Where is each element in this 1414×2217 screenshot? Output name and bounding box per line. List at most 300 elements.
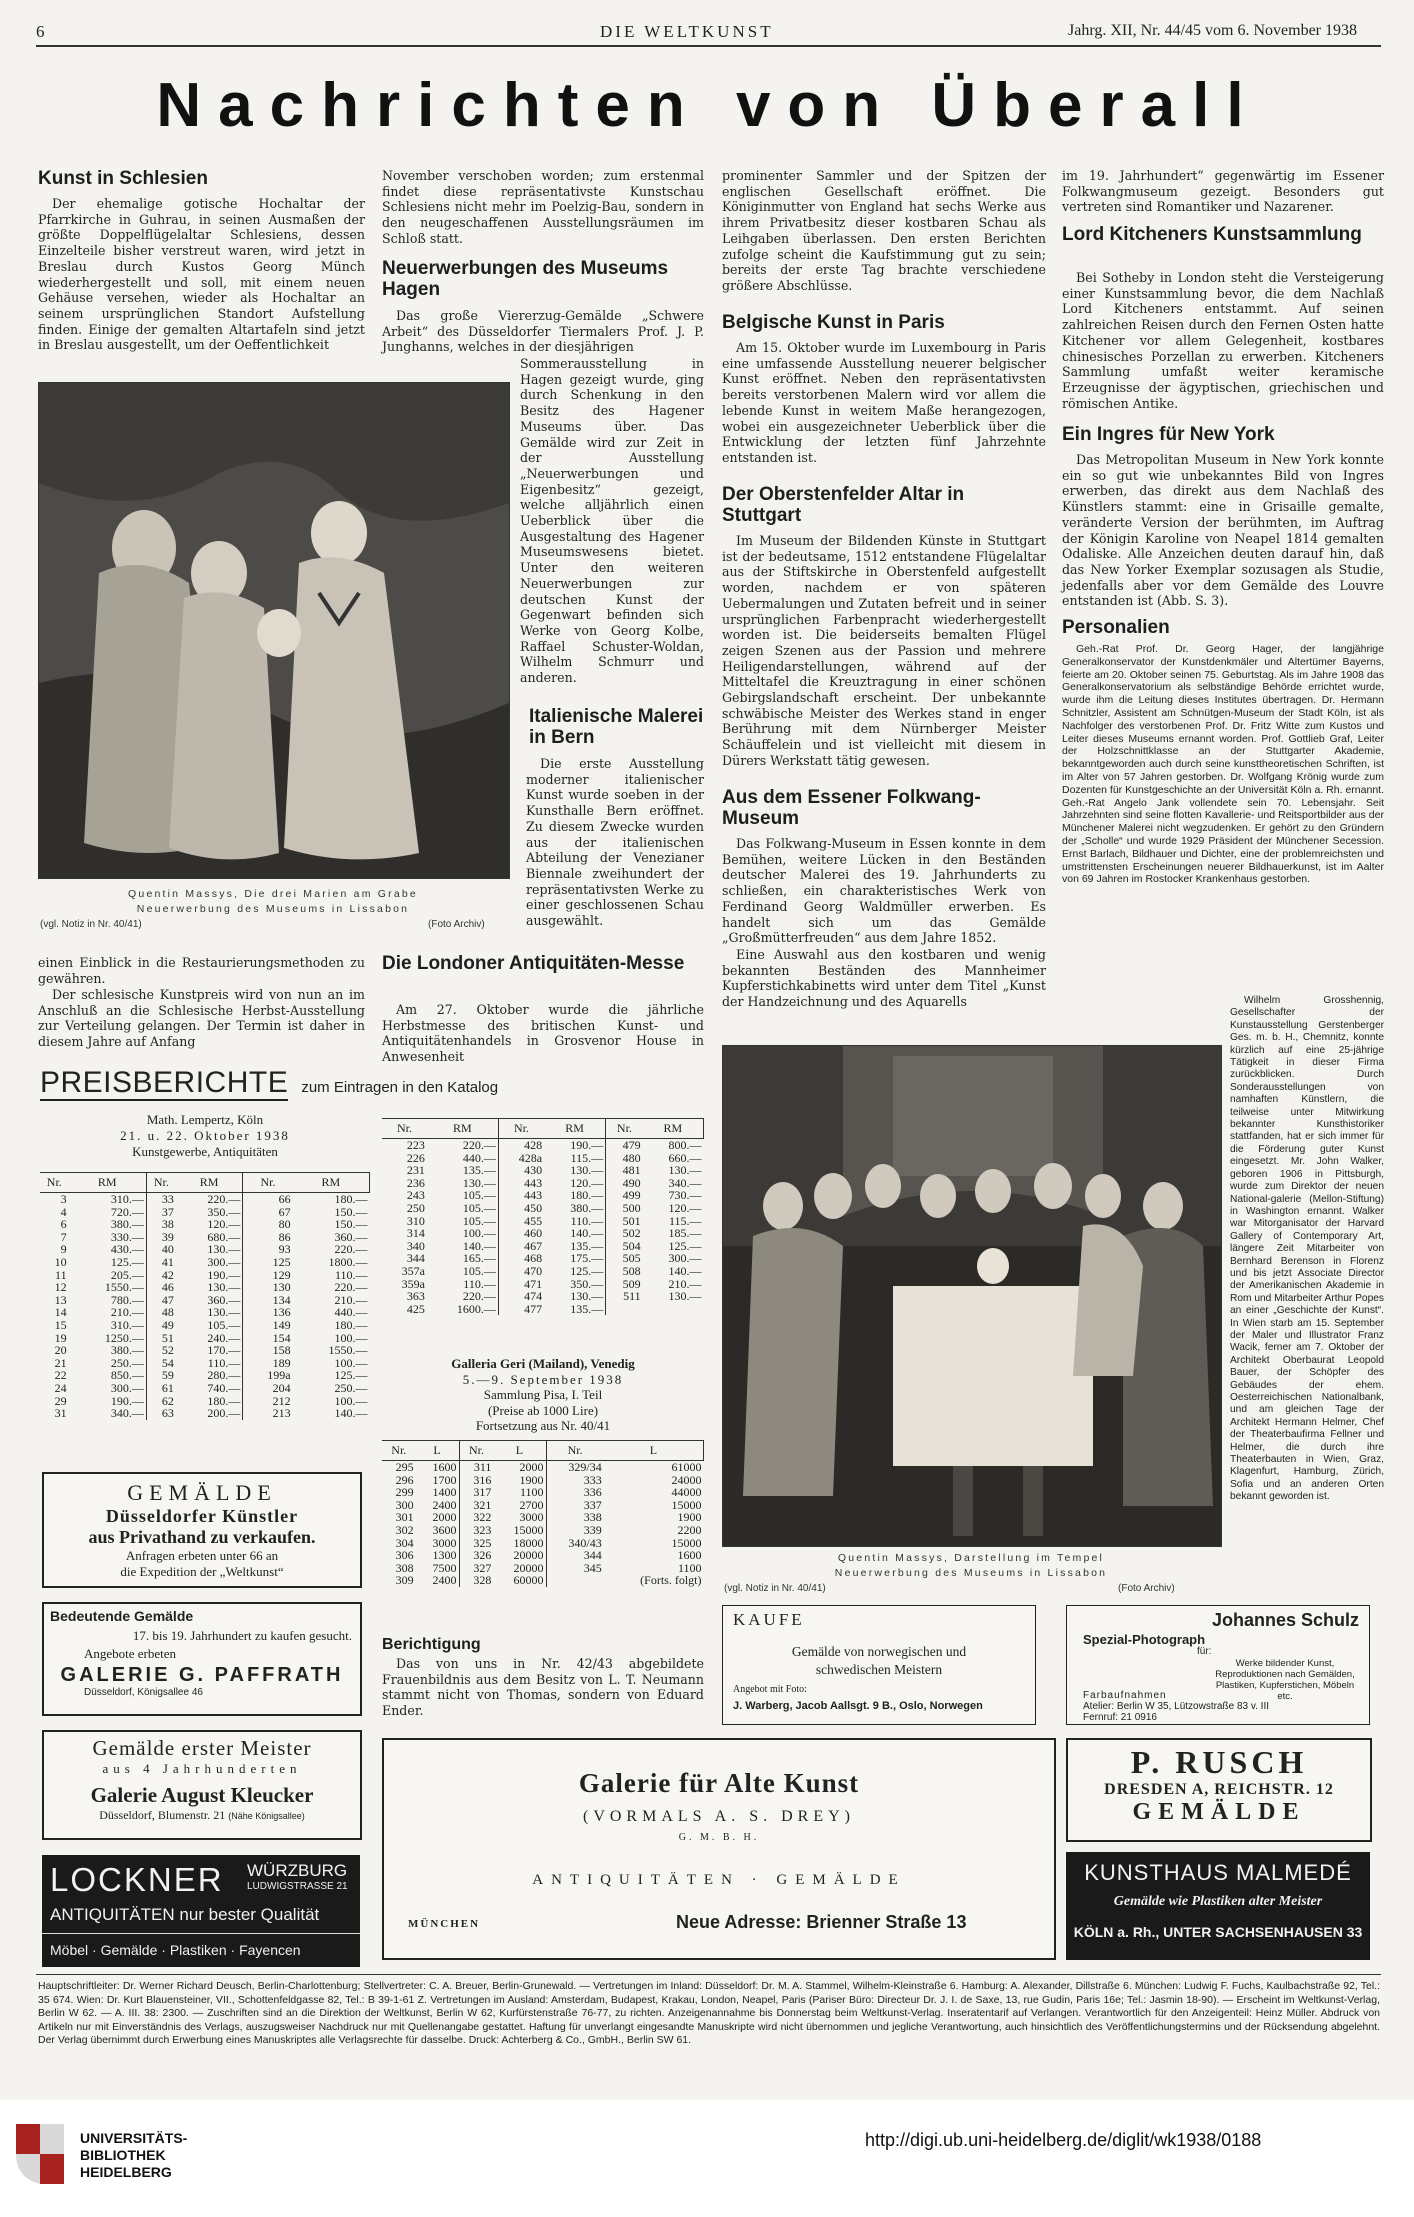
table-cell: 47: [161, 1292, 174, 1307]
table-cell: 59: [161, 1368, 174, 1383]
table-cell: 180.—: [334, 1192, 368, 1206]
preisberichte-header: [40, 1066, 498, 1100]
table-cell: 6: [60, 1217, 67, 1232]
table-cell: 1400: [416, 1486, 459, 1499]
table-row: [382, 1227, 704, 1240]
table-cell: 2000: [416, 1511, 459, 1524]
ad-kleucker-name: Galerie August Kleucker: [90, 1783, 314, 1807]
table-cell: 140.—: [334, 1406, 368, 1421]
table-cell: 474: [524, 1289, 543, 1304]
table-cell: 250.—: [334, 1380, 368, 1395]
table-row: [40, 1395, 370, 1408]
table-row: [40, 1269, 370, 1282]
table-cell: 200.—: [176, 1407, 243, 1420]
table-cell: 24000: [671, 1472, 702, 1487]
ad-schulz-line5: Atelier: Berlin W 35, Lützowstraße 83 v. III: [1083, 1701, 1269, 1712]
table-row: [40, 1344, 370, 1357]
table-cell: 509: [622, 1276, 641, 1291]
table-cell: 1900: [493, 1474, 546, 1487]
source-url-link[interactable]: http://digi.ub.uni-heidelberg.de/diglit/wk1938/0188: [865, 2130, 1262, 2150]
table-cell: 1300: [416, 1549, 459, 1562]
table-cell: 304: [395, 1535, 414, 1550]
text-kitchener: Bei Sotheby in London steht die Versteigerung einer Kunstsammlung bevor, die dem Nachlaß Lord Kitcheners entstammt. Auf seinen zahlreichen Reisen durch den Fernen Osten hatte Kitchener vor allem Gelegenheit, kostbares chinesisches Porzellan zu erwerben. Kitcheners Sammlung umfaßt weiter keramische Erzeugnisse der ägyptischen, griechischen und römischen Antike.: [1062, 270, 1384, 411]
table-cell: 130.—: [176, 1281, 243, 1294]
table-cell: 39: [161, 1229, 174, 1244]
ad-altekunst-gmbh: G. M. B. H.: [678, 1832, 760, 1843]
heading-ingres: Ein Ingres für New York: [1062, 424, 1275, 445]
heading-kitchener: Lord Kitcheners Kunstsammlung: [1062, 224, 1362, 245]
table-cell: 330.—: [69, 1231, 147, 1244]
table-cell: 357a: [401, 1263, 425, 1278]
table-cell: 154: [272, 1330, 291, 1345]
ad-paffrath: [42, 1602, 362, 1716]
table-cell: 360.—: [334, 1229, 368, 1244]
table-cell: 425: [406, 1301, 425, 1316]
table-cell: 110.—: [427, 1278, 498, 1291]
table-header-cell: RM: [69, 1173, 147, 1193]
table-cell: 67: [278, 1204, 291, 1219]
ad-kleucker-line1: Gemälde erster Meister: [92, 1736, 312, 1760]
photo1-credit: (Foto Archiv): [428, 919, 485, 930]
table-cell: 780.—: [69, 1294, 147, 1307]
table-cell: 508: [622, 1263, 641, 1278]
text-stuttgart: Im Museum der Bildenden Künste in Stuttgart ist der bedeutsame, 1512 entstandene Flügelaltar aus der Stiftskirche in Oberstenfeld aufgestellt worden, nachdem er von späteren Uebermalungen und Zutaten befreit und in seiner ursprünglichen Farbenpracht wiederhergestellt worden ist. Die beiderseits bemalten Flügel zeigen Szenen aus der Passion und mehrere Heiligendarstellungen, während auf der Mitteltafel die Kreuztragung in einer schönen Gebirgslandschaft erscheint. Der unbekannte schwäbische Meister des Werkes stand in enger Berührung mit dem Nürnberger Meister Schäuffelein und ist vielleicht mit diesem in Dürers Werkstatt tätig gewesen.: [722, 533, 1046, 768]
photo1-caption-1: Quentin Massys, Die drei Marien am Grabe: [128, 888, 418, 900]
table-cell: 323: [473, 1522, 492, 1537]
price-table-3: [382, 1440, 704, 1587]
table-cell: 86: [278, 1229, 291, 1244]
table-cell: 340.—: [69, 1407, 147, 1420]
table-cell: 479: [622, 1138, 641, 1152]
photo2-caption-2: Neuerwerbung des Museums in Lissabon: [834, 1567, 1108, 1579]
table-cell: 3600: [416, 1524, 459, 1537]
table-cell: 306: [395, 1548, 414, 1563]
table-cell: [606, 1303, 643, 1316]
table-row: [40, 1193, 370, 1206]
ad-malmede-address: KÖLN a. Rh., UNTER SACHSENHAUSEN 33: [1073, 1924, 1363, 1940]
table-row: [382, 1303, 704, 1316]
ad-schulz: [1066, 1605, 1370, 1725]
ad-rusch-name: P. RUSCH: [1130, 1744, 1308, 1780]
table-cell: 680.—: [176, 1231, 243, 1244]
table-row: [40, 1332, 370, 1345]
ad-lockner-address: LUDWIGSTRASSE 21: [247, 1881, 348, 1892]
ad-paffrath-line1: Bedeutende Gemälde: [50, 1608, 194, 1624]
table-cell: 340/43: [568, 1535, 602, 1550]
table-row: [382, 1278, 704, 1291]
ad-kaufe-line1: Gemälde von norwegischen und: [791, 1644, 967, 1659]
table-cell: 243: [406, 1188, 425, 1203]
table-cell: 380.—: [69, 1344, 147, 1357]
table-cell: 125.—: [69, 1256, 147, 1269]
table-row: [382, 1189, 704, 1202]
table-cell: 105.—: [427, 1189, 498, 1202]
table-cell: 511: [623, 1289, 641, 1304]
text-berichtigung: Das von uns in Nr. 42/43 abgebildete Frauenbildnis aus dem Besitz von L. T. Neumann stammt nicht von Thomas, sondern von Eduard Ender.: [382, 1656, 704, 1719]
table-cell: 7500: [416, 1562, 459, 1575]
table-cell: 1600: [416, 1461, 459, 1474]
table-row: [382, 1252, 704, 1265]
table-cell: 52: [161, 1343, 174, 1358]
table-cell: 125.—: [334, 1368, 368, 1383]
table-cell: 24: [54, 1380, 67, 1395]
auction-geri-collection: Sammlung Pisa, I. Teil: [483, 1387, 603, 1402]
table-cell: 301: [395, 1510, 414, 1525]
ad-kleucker-line2: aus 4 Jahrhunderten: [102, 1761, 302, 1776]
ad-lockner: [42, 1855, 360, 1967]
table-cell: 302: [395, 1522, 414, 1537]
table-cell: 66: [278, 1192, 291, 1206]
table-cell: 12: [54, 1280, 67, 1295]
table-cell: 329/34: [568, 1460, 602, 1474]
table-cell: 2200: [677, 1522, 702, 1537]
table-cell: 800.—: [668, 1138, 702, 1152]
table-cell: 350.—: [176, 1206, 243, 1219]
table-cell: 236: [406, 1175, 425, 1190]
table-cell: 158: [272, 1343, 291, 1358]
table-cell: 363: [406, 1289, 425, 1304]
preisberichte-title: PREISBERICHTE: [40, 1066, 289, 1099]
ad-gemaelde-line1: Düsseldorfer Künstler: [105, 1506, 299, 1526]
table-cell: 428a: [518, 1150, 543, 1165]
table-cell: 120.—: [544, 1177, 606, 1190]
table-row: [382, 1177, 704, 1190]
table-header-cell: Nr.: [243, 1173, 293, 1193]
table-cell: 310.—: [69, 1319, 147, 1332]
table-row: [382, 1290, 704, 1303]
table-cell: 150.—: [334, 1217, 368, 1232]
table-cell: [643, 1303, 704, 1316]
table-cell: 1600: [677, 1548, 702, 1563]
table-cell: 299: [395, 1485, 414, 1500]
table-header-cell: L: [493, 1441, 546, 1461]
table-cell: 477: [524, 1301, 543, 1316]
ad-kleucker-note: (Nähe Königsallee): [228, 1811, 305, 1821]
table-cell: 15000: [671, 1535, 702, 1550]
heading-hagen: Neuerwerbungen des Museums Hagen: [382, 258, 669, 300]
library-name-line3: HEIDELBERG: [80, 2164, 172, 2180]
photo2-caption-1: Quentin Massys, Darstellung im Tempel: [837, 1552, 1105, 1564]
auction-geri-name: Galleria Geri (Mailand), Venedig: [451, 1356, 635, 1371]
ad-paffrath-line2: 17. bis 19. Jahrhundert zu kaufen gesucht.: [132, 1628, 352, 1643]
ad-kaufe-line3: Angebot mit Foto:: [733, 1684, 807, 1695]
ad-kaufe: [722, 1605, 1036, 1725]
table-row: [40, 1243, 370, 1256]
table-row: [382, 1215, 704, 1228]
table-cell: 471: [524, 1276, 543, 1291]
library-name: [80, 2130, 187, 2181]
table-header-cell: RM: [427, 1119, 498, 1139]
photo1-note: (vgl. Notiz in Nr. 40/41): [40, 919, 142, 930]
table-cell: 29: [54, 1393, 67, 1408]
table-cell: 220.—: [334, 1280, 368, 1295]
ad-rusch-gemaelde: GEMÄLDE: [1132, 1799, 1306, 1825]
table-header-cell: RM: [544, 1119, 606, 1139]
table-cell: 135.—: [427, 1164, 498, 1177]
table-row: [40, 1306, 370, 1319]
table-cell: 110.—: [334, 1267, 368, 1282]
table-cell: 440.—: [334, 1305, 368, 1320]
table-cell: 380.—: [544, 1202, 606, 1215]
page-number: 6: [36, 22, 45, 41]
table-cell: 105.—: [176, 1319, 243, 1332]
table-header-cell: Nr.: [40, 1173, 69, 1193]
table-cell: 110.—: [176, 1357, 243, 1370]
table-cell: 15: [54, 1317, 67, 1332]
photo1-caption-2: Neuerwerbung des Museums in Lissabon: [136, 903, 410, 915]
ad-schulz-line2: für:: [1197, 1646, 1212, 1657]
table-cell: 480: [622, 1150, 641, 1165]
table-cell: 105.—: [427, 1202, 498, 1215]
table-row: [40, 1407, 370, 1420]
table-cell: 2400: [416, 1499, 459, 1512]
table-cell: 62: [161, 1393, 174, 1408]
table-cell: 140.—: [544, 1227, 606, 1240]
table-cell: 740.—: [176, 1382, 243, 1395]
text-essen-1: Das Folkwang-Museum in Essen konnte in dem Bemühen, weitere Lücken in den Beständen deutscher Malerei des 19. Jahrhunderts zu schließen, ein charakteristisches Werk von Ferdinand Georg Waldmüller erwerben. Es handelt sich um das Gemälde „Großmütterfreuden“ aus dem Jahre 1852.: [722, 836, 1046, 946]
price-table-2: [382, 1118, 704, 1315]
table-row: [382, 1139, 704, 1152]
table-cell: 468: [524, 1251, 543, 1266]
table-cell: 15000: [493, 1524, 546, 1537]
table-row: [382, 1574, 704, 1587]
auction-geri-prices: (Preise ab 1000 Lire): [487, 1402, 599, 1418]
table-row: [40, 1294, 370, 1307]
table-cell: 490: [622, 1175, 641, 1190]
ad-kleucker: [42, 1730, 362, 1840]
table-cell: 37: [161, 1204, 174, 1219]
table-cell: 13: [54, 1292, 67, 1307]
table-cell: 20: [54, 1343, 67, 1358]
text-schlesien: Der ehemalige gotische Hochaltar der Pfarrkirche in Guhrau, in seinen Ausmaßen der größte Doppelflügelaltar Schlesiens, dessen Einzelteile bisher verstreut waren, wird jetzt in Breslau durch Kustos Georg Münch wiederhergestellt und soll, mit einem neuen Gehäuse versehen, wieder als Hochaltar an seinem ursprünglichen Standort Aufstellung finden. Einige der gemalten Altartafeln sind jetzt in Breslau ausgestellt, um der Oeffentlichkeit: [38, 196, 365, 353]
table-cell: 317: [473, 1485, 492, 1500]
heading-paris: Belgische Kunst in Paris: [722, 312, 945, 333]
library-name-line1: UNIVERSITÄTS-: [80, 2130, 188, 2146]
table-cell: 359a: [401, 1276, 425, 1291]
heading-essen: Aus dem Essener Folkwang-Museum: [722, 787, 981, 829]
table-cell: 190.—: [69, 1395, 147, 1408]
library-footer: [0, 2100, 1414, 2217]
table-cell: 2400: [416, 1574, 459, 1587]
table-cell: 430: [524, 1163, 543, 1178]
table-row: [40, 1281, 370, 1294]
table-cell: 4: [60, 1204, 67, 1219]
table-header-cell: Nr.: [382, 1119, 427, 1139]
text-personalien: Geh.-Rat Prof. Dr. Georg Hager, der langjährige Generalkonservator der Kunstdenkmäler und Altertümer Bayerns, feierte am 20. Oktober seinen 75. Geburtstag. Als im Jahre 1908 das Generalkonservatorium als selbständige Behörde errichtet wurde, wurde ihm die Leitung dieses Institutes übertragen. Dr. Hermann Schnitzler, Assistent am Schnütgen-Museum der Stadt Köln, ist als Nachfolger des verstorbenen Prof. Dr. Fritz Witte zum Kustos und Leiter dieses Museums ernannt worden. Prof. Gottlieb Graf, Leiter der Holzschnittklasse an der Stuttgarter Akademie, bekanntgeworden auch durch seine kunsttheoretischen Schriften, ist im Alter von 57 Jahren gestorben. Dr. Wolfgang Krönig wurde zum Dozenten für Kunstgeschichte an der Universität Köln a. Rh. ernannt. Geh.-Rat Angelo Jank vollendete sein 70. Lebensjahr. Seit Jahrzehnten sind seine flotten Kavallerie- und Reitsportbilder aus der Münchener Malerei nicht wegzudenken. Er gehört zu den Gründern der „Scholle“ und wurde 1929 Präsident der Münchener Secession. Ernst Barlach, Bildhauer und Dichter, eine der problemreichsten und umstrittensten Erscheinungen neuerer Bildhauerkunst, ist im Aalter von 69 Jahren im Rostocker Krankenhaus gestorben.: [1062, 643, 1384, 886]
table-cell: 33: [161, 1192, 174, 1206]
table-cell: 339: [583, 1522, 602, 1537]
table-cell: 7: [60, 1229, 67, 1244]
ad-kleucker-address: Düsseldorf, Blumenstr. 21: [99, 1808, 226, 1822]
table-row: [382, 1265, 704, 1278]
masthead: DIE WELTKUNST: [600, 22, 774, 41]
page-title: Nachrichten von Überall: [156, 71, 1261, 140]
table-cell: 190.—: [544, 1139, 606, 1152]
table-cell: 443: [524, 1188, 543, 1203]
table-cell: 136: [272, 1305, 291, 1320]
ad-lockner-city: WÜRZBURG: [247, 1861, 348, 1880]
table-row: [382, 1152, 704, 1165]
text-london: Am 27. Oktober wurde die jährliche Herbstmesse des britischen Kunst- und Antiquitätenhandels in Grosvenor House in Anwesenheit: [382, 1002, 704, 1065]
table-row: [382, 1461, 704, 1474]
table-cell: 130.—: [668, 1163, 702, 1178]
table-cell: 40: [161, 1242, 174, 1257]
text-schlesien-3: Der schlesische Kunstpreis wird von nun an im Anschluß an die Schlesische Herbst-Ausstellung zur Verteilung gelangen. Der Termin ist daher in diesem Jahre auf Anfang: [38, 987, 365, 1050]
table-cell: 450: [524, 1200, 543, 1215]
table-cell: 660.—: [668, 1150, 702, 1165]
table-cell: 15000: [671, 1497, 702, 1512]
table-cell: 165.—: [427, 1252, 498, 1265]
table-header-cell: Nr.: [498, 1119, 544, 1139]
ad-altekunst-address: Neue Adresse: Brienner Straße 13: [676, 1912, 967, 1932]
table-cell: 175.—: [544, 1252, 606, 1265]
table-row: [382, 1486, 704, 1499]
table-cell: 325: [473, 1535, 492, 1550]
table-cell: 38: [161, 1217, 174, 1232]
table-cell: 231: [406, 1163, 425, 1178]
table-cell: 130.—: [544, 1164, 606, 1177]
table-cell: 502: [622, 1226, 641, 1241]
table-cell: 60000: [493, 1574, 546, 1587]
table-cell: 3000: [416, 1537, 459, 1550]
auction-geri: [382, 1356, 704, 1434]
text-ingres: Das Metropolitan Museum in New York konnte ein so gut wie unbekanntes Bild von Ingres erwerben, das direkt aus dem Nachlaß des Künstlers stammt: eine in Grisaille gemalte, veränderte Version der berühmten, im Auftrag der Königin Karoline von Neapel 1814 gemalten Odaliske. Alle Anzeichen deuten darauf hin, daß das New Yorker Exemplar sozusagen als Studie, jedenfalls aber vor dem Gemälde des Louvre entstanden ist (Abb. S. 3).: [1062, 452, 1384, 609]
table-cell: 300.—: [668, 1251, 702, 1266]
table-cell: 326: [473, 1548, 492, 1563]
table-cell: 210.—: [668, 1276, 702, 1291]
table-cell: 9: [60, 1242, 67, 1257]
table-cell: 150.—: [334, 1204, 368, 1219]
issue-line: Jahrg. XII, Nr. 44/45 vom 6. November 1938: [1068, 22, 1357, 39]
text-col4-top: im 19. Jahrhundert“ gegenwärtig im Essener Folkwangmuseum gezeigt. Besonders gut vertreten sind Romantiker und Nazarener.: [1062, 168, 1384, 215]
table-cell: 1700: [416, 1474, 459, 1487]
table-cell: 322: [473, 1510, 492, 1525]
table-header-cell: Nr.: [382, 1441, 416, 1461]
table-cell: 1600.—: [427, 1303, 498, 1316]
table-cell: 336: [583, 1485, 602, 1500]
table-cell: 41: [161, 1254, 174, 1269]
auction-geri-continued: Fortsetzung aus Nr. 40/41: [475, 1418, 611, 1433]
table-cell: 344: [406, 1251, 425, 1266]
table-cell: 2000: [493, 1461, 546, 1474]
auction-lempertz-date: 21. u. 22. Oktober 1938: [120, 1128, 290, 1143]
table-cell: 467: [524, 1238, 543, 1253]
imprint: Hauptschriftleiter: Dr. Werner Richard Deusch, Berlin-Charlottenburg; Stellvertreter: C. A. Breuer, Berlin-Grunewald. — Vertretungen im Inland: Düsseldorf: Dr. M. A. Stammel, Wilhelm-Kleinstraße 6. Hamburg: A. Alexander, Dillstraße 6. München: Ludwig F. Fuchs, Kaulbachstraße 92, Tel.: 35 674. Wien: Dr. Kurt Blauensteiner, VII., Schottenfeldgasse 82, Tel.: B 39-1-61 Z. Vertretungen im Ausland: Amsterdam, Budapest, Krakau, London, Neapel, Paris (Pariser Büro: Directeur Dr. J. I. de Saxe, 13, rue Gudin, Paris 16e; Tel.: Jasmin 18-90). — Erscheint im Weltkunst-Verlag, Berlin W 62. — A. III. 38: 2300. — Zuschriften sind an die Direktion der Weltkunst, Berlin W 62, Kurfürstenstraße 76-77, zu richten. Anzeigenannahme bis Donnerstag beim Weltkunst-Verlag. Inseratentarif auf Verlangen. Verantwortlich für den Anzeigenteil: Heinz Müller. Abdruck von Artikeln nur mit Einverständnis des Verlags, auszugsweiser Nachdruck nur mit Quellenangabe gestattet. Haftung für unverlangt eingesandte Manuskripte wird nicht übernommen und jegliche Verantwortung, auch hinsichtlich des Veröffentlichungstermins und der Rücksendung abgelehnt. Der Verlag übernimmt durch Erwerbung eines Manuskriptes alle Verlagsrechte für dasselbe. Druck: Achterberg & Co., GmbH., Berlin SW 61.: [38, 1980, 1380, 2047]
table-cell: 316: [473, 1472, 492, 1487]
ad-schulz-line1: Spezial-Photograph: [1083, 1632, 1206, 1647]
text-essen-2: Eine Auswahl aus den kostbaren und wenig bekannten Beständen des Mannheimer Kupferstichkabinetts wird unter dem Titel „Kunst der Handzeichnung und des Aquarells: [722, 947, 1046, 1010]
table-cell: 100.—: [334, 1330, 368, 1345]
table-cell: 501: [622, 1213, 641, 1228]
table-cell: 1900: [677, 1510, 702, 1525]
ad-gemaelde-line2: aus Privathand zu verkaufen.: [88, 1527, 316, 1547]
table-cell: 205.—: [69, 1269, 147, 1282]
table-cell: 199a: [267, 1368, 291, 1383]
table-cell: 22: [54, 1368, 67, 1383]
ad-altekunst-items: ANTIQUITÄTEN · GEMÄLDE: [532, 1872, 906, 1888]
table-cell: 125.—: [668, 1238, 702, 1253]
table-cell: 220.—: [427, 1290, 498, 1303]
footer-rule: [36, 1974, 1381, 1975]
table-cell: 443: [524, 1175, 543, 1190]
ad-kaufe-address: J. Warberg, Jacob Aallsgt. 9 B., Oslo, Norwegen: [733, 1700, 983, 1712]
table-cell: 10: [54, 1254, 67, 1269]
ad-lockner-quality: ANTIQUITÄTEN nur bester Qualität: [50, 1905, 320, 1924]
table-cell: 2700: [493, 1499, 546, 1512]
table-cell: 19: [54, 1330, 67, 1345]
table-cell: 327: [473, 1560, 492, 1575]
ad-rusch: [1066, 1738, 1372, 1842]
table-row: [382, 1202, 704, 1215]
ad-rusch-address: DRESDEN A, REICHSTR. 12: [1104, 1781, 1334, 1798]
text-bern: Die erste Ausstellung moderner italienischer Kunst wurde soeben in der Kunsthalle Bern eröffnet. Zu diesem Zwecke wurden aus der italienischen Abteilung der Venezianer Biennale zweihundert der repräsentativsten Werke zu einer geschlossenen Schau ausgewählt.: [526, 756, 704, 929]
auction-lempertz-name: Math. Lempertz, Köln: [146, 1112, 264, 1127]
ad-malmede-name: KUNSTHAUS MALMEDÉ: [1084, 1860, 1352, 1885]
table-cell: 250: [406, 1200, 425, 1215]
table-cell: 300.—: [69, 1382, 147, 1395]
table-header-cell: Nr.: [146, 1173, 175, 1193]
table-cell: 21: [54, 1355, 67, 1370]
table-header-cell: RM: [176, 1173, 243, 1193]
table-cell: 135.—: [544, 1303, 606, 1316]
table-row: [40, 1382, 370, 1395]
table-cell: 105.—: [427, 1215, 498, 1228]
table-cell: 140.—: [668, 1263, 702, 1278]
ad-malmede-line2: Gemälde wie Plastiken alter Meister: [1113, 1894, 1323, 1909]
ad-paffrath-name: GALERIE G. PAFFRATH: [60, 1664, 344, 1686]
table-row: [382, 1524, 704, 1537]
table-cell: 61: [161, 1380, 174, 1395]
table-cell: 125.—: [544, 1265, 606, 1278]
table-header-cell: L: [416, 1441, 459, 1461]
table-cell: 140.—: [427, 1240, 498, 1253]
ad-gemaelde-duesseldorf: [42, 1472, 362, 1588]
text-col3-top: prominenter Sammler und der Spitzen der englischen Gesellschaft eröffnet. Die Königinmutter von England hat sechs Werke aus ihrem Privatbesitz dieser kostbaren Schau als Leihgaben überlassen. Den ersten Berichten zufolge scheint die Kaufstimmung gut zu sein; bereits der erste Tag brachte verschiedene größere Abschlüsse.: [722, 168, 1046, 293]
table-cell: 210.—: [69, 1306, 147, 1319]
table-header-cell: RM: [293, 1173, 370, 1193]
table-cell: 213: [272, 1406, 291, 1421]
table-header-cell: Nr.: [459, 1441, 493, 1461]
painting-three-marys-image: [39, 383, 509, 878]
table-cell: 226: [406, 1150, 425, 1165]
photo-darstellung-tempel: [722, 1045, 1222, 1547]
table-row: [40, 1256, 370, 1269]
ad-lockner-items: Möbel · Gemälde · Plastiken · Fayencen: [50, 1942, 301, 1958]
auction-geri-date: 5.—9. September 1938: [462, 1371, 624, 1387]
table-cell: 309: [395, 1573, 414, 1588]
table-cell: 54: [161, 1355, 174, 1370]
ad-altekunst-name: Galerie für Alte Kunst: [578, 1768, 860, 1798]
ad-altekunst-formerly: (VORMALS A. S. DREY): [582, 1808, 855, 1825]
table-cell: 314: [406, 1226, 425, 1241]
table-cell: 280.—: [176, 1369, 243, 1382]
table-cell: 14: [54, 1305, 67, 1320]
table-cell: 850.—: [69, 1369, 147, 1382]
table-cell: 18000: [493, 1537, 546, 1550]
text-hagen-1: Das große Viererzug-Gemälde „Schwere Arbeit“ des Düsseldorfer Tiermalers Prof. J. P. Junghanns, welches in der diesjährigen: [382, 308, 704, 355]
table-cell: 130: [272, 1280, 291, 1295]
table-cell: 61000: [671, 1460, 702, 1474]
table-header-cell: RM: [643, 1119, 704, 1139]
ad-lockner-name: LOCKNER: [50, 1861, 224, 1898]
heading-london: Die Londoner Antiquitäten-Messe: [382, 953, 685, 974]
ad-schulz-line6: Fernruf: 21 0916: [1083, 1712, 1157, 1723]
photo2-credit: (Foto Archiv): [1118, 1583, 1175, 1594]
table-cell: 149: [272, 1317, 291, 1332]
table-cell: 51: [161, 1330, 174, 1345]
heading-berichtigung: Berichtigung: [382, 1636, 481, 1653]
table-row: [40, 1206, 370, 1219]
